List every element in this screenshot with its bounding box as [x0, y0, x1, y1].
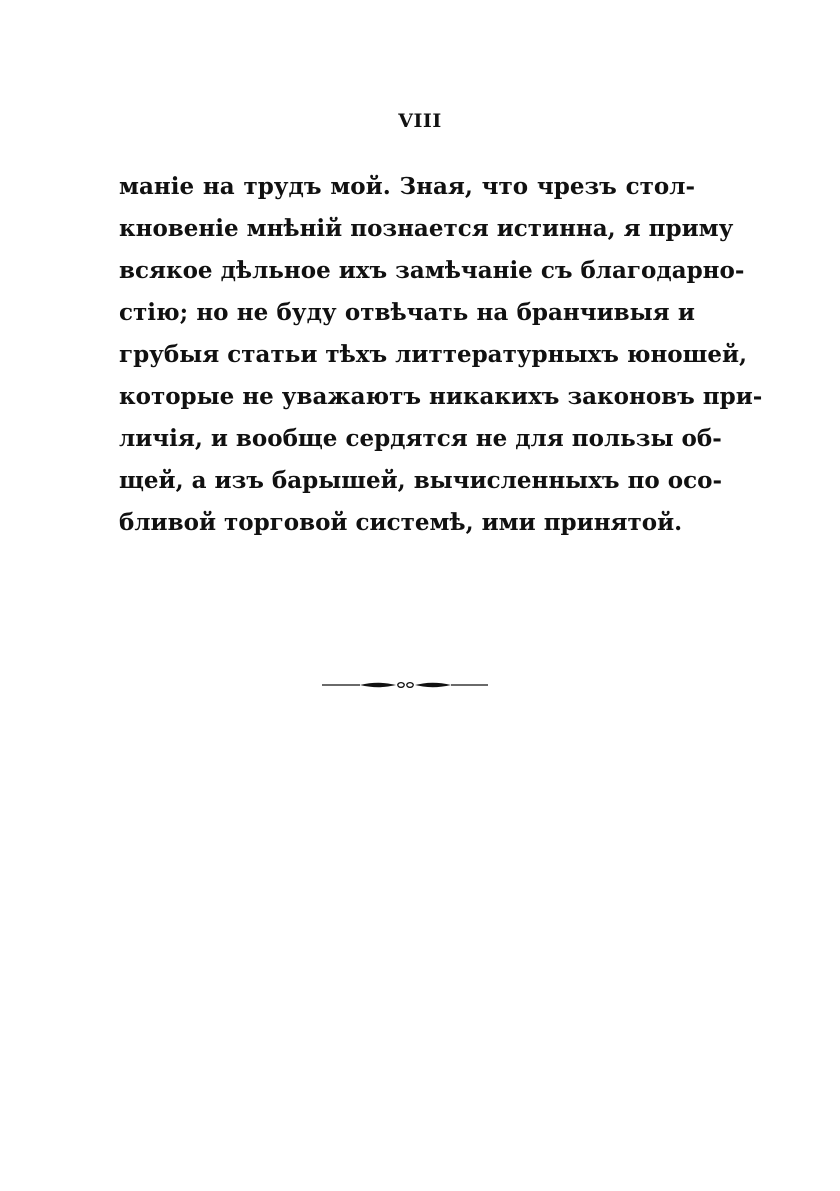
text-line: личія, и вообще сердятся не для пользы об- [119, 425, 722, 452]
body-text [119, 166, 763, 544]
text-line: которые не уважаютъ никакихъ законовъ при- [119, 383, 763, 410]
text-line: маніе на трудъ мой. Зная, что чрезъ стол- [119, 173, 695, 200]
text-line: кновеніе мнѣній познается истинна, я приму [119, 215, 734, 242]
text-line: бливой торговой системѣ, ими принятой. [119, 509, 683, 536]
text-line: всякое дѣльное ихъ замѣчаніе съ благодарно- [119, 257, 745, 284]
ornamental-divider [320, 678, 490, 692]
text-line: щей, а изъ барышей, вычисленныхъ по осо- [119, 467, 722, 494]
page-number: VIII [398, 110, 442, 132]
text-line: стію; но не буду отвѣчать на бранчивыя и [119, 299, 695, 326]
text-line: грубыя статьи тѣхъ литтературныхъ юношей, [119, 341, 748, 368]
